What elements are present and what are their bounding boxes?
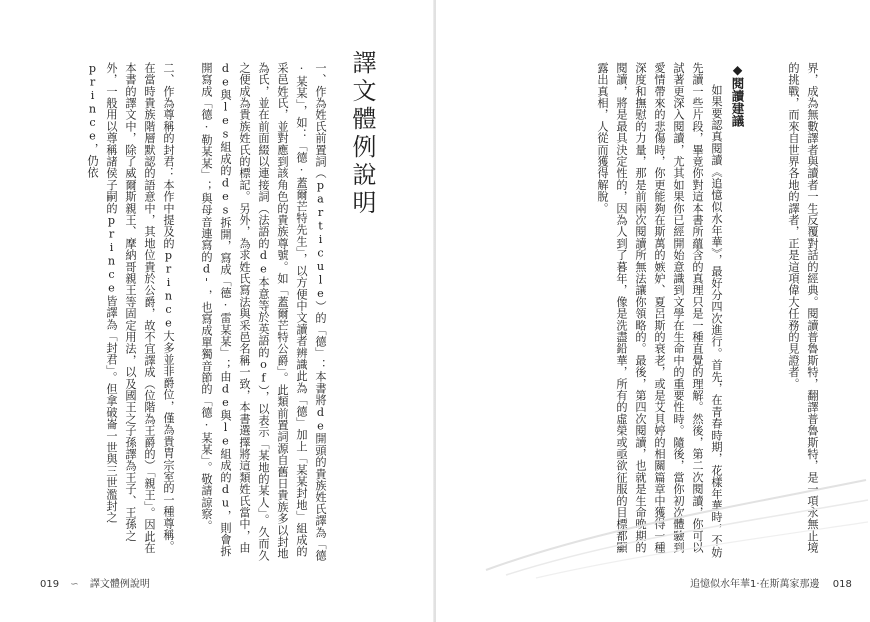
right-running-head: 追憶似水年華1·在斯萬家那邊 [690,579,820,590]
right-footer [690,575,852,590]
intro-paragraph: 界，成為無數譯者與讀者一生反覆對話的經典。閱讀普魯斯特，翻譯普魯斯特，是一項永無止境的挑戰，而來自世界各地的譯者，正是這項偉大任務的見證者。 [787,62,819,554]
right-page-number: 018 [832,579,852,590]
left-page-number: 019 [40,579,60,590]
decorative-swoosh-icon [476,470,870,580]
note-paragraph-2: 二、作為尊稱的封君：本作中提及的prince大多並非爵位，僅為貴胄宗室的一種尊稱。在當時貴族階層默認的語意中，其地位貴於公爵，故不宜譯成（位階為王爵的）「親王」。因此在本書的譯文中，除了威爾斯親王、摩納哥親王等固定用法，以及國王之子孫譯為王子、王孫之外，一般用以尊稱諸侯子嗣的prince皆譯為「封君」。但拿破崙一世與三世濫封之prince，仍依 [86,62,175,554]
left-running-head: 譯文體例說明 [89,579,150,590]
notes-column [40,62,330,562]
left-page [0,0,434,622]
section-heading: ◆閱讀建議 [730,62,745,127]
note-paragraph-1: 一、作為姓氏前置詞（particule）的「德」：本書將de開頭的貴族姓氏譯為「德·某某」，如：「德·蓋爾芒特先生」，以方便中文讀者辨識此為「德」加上「某某封地」組成的采邑姓氏，並對應到該角色的貴族尊號。如「蓋爾芒特公爵」。此類前置詞源自舊日貴族多以封地為氏，並在前面綴以連接詞（法語的de本意等於英語的of），以表示「某地的某人」。久而久之便成為貴族姓氏的標記。另外，為求姓氏寫法與采邑名稱一致，本書選擇將這類姓氏當中，由de與les組成的des拆開，寫成「德·雷某某」；由de與le組成的du，則會拆開寫成「德·勒某某」；與母音連寫的d'，也寫成單獨音節的「德·某某」。敬請諒察。 [200,62,327,562]
reading-advice-paragraph: 如果要認真閱讀《追憶似水年華》，最好分四次進行。首先，在青春時期，花樣年華時，不妨先讀一些片段，畢竟你對這本書所蘊含的真理只是一種直覺的理解。然後，第二次閱讀，你可以試著更深入閱讀，尤其如果你已經開始意識到文學在生命中的重要性時。隨後，當你初次體驗到愛情帶來的悲傷時，你更能夠在斯萬的嫉妒、夏呂斯的衰老，或是艾貝婷的相關篇章中獲得一種深度和撫慰的力量，那是前兩次閱讀所無法讓你領略的。最後，第四次閱讀，也就是生命晚期的閱讀，將是最具決定性的，因為人到了暮年，像是洗盡鉛華，所有的虛榮或亟欲征服的目標都顯露出真相，人從而獲得解脫。 [596,62,723,559]
page-title: 譯文體例說明 [348,50,376,218]
ornament-icon: ∽ [70,579,79,590]
left-footer [40,575,150,590]
right-page [436,0,870,622]
